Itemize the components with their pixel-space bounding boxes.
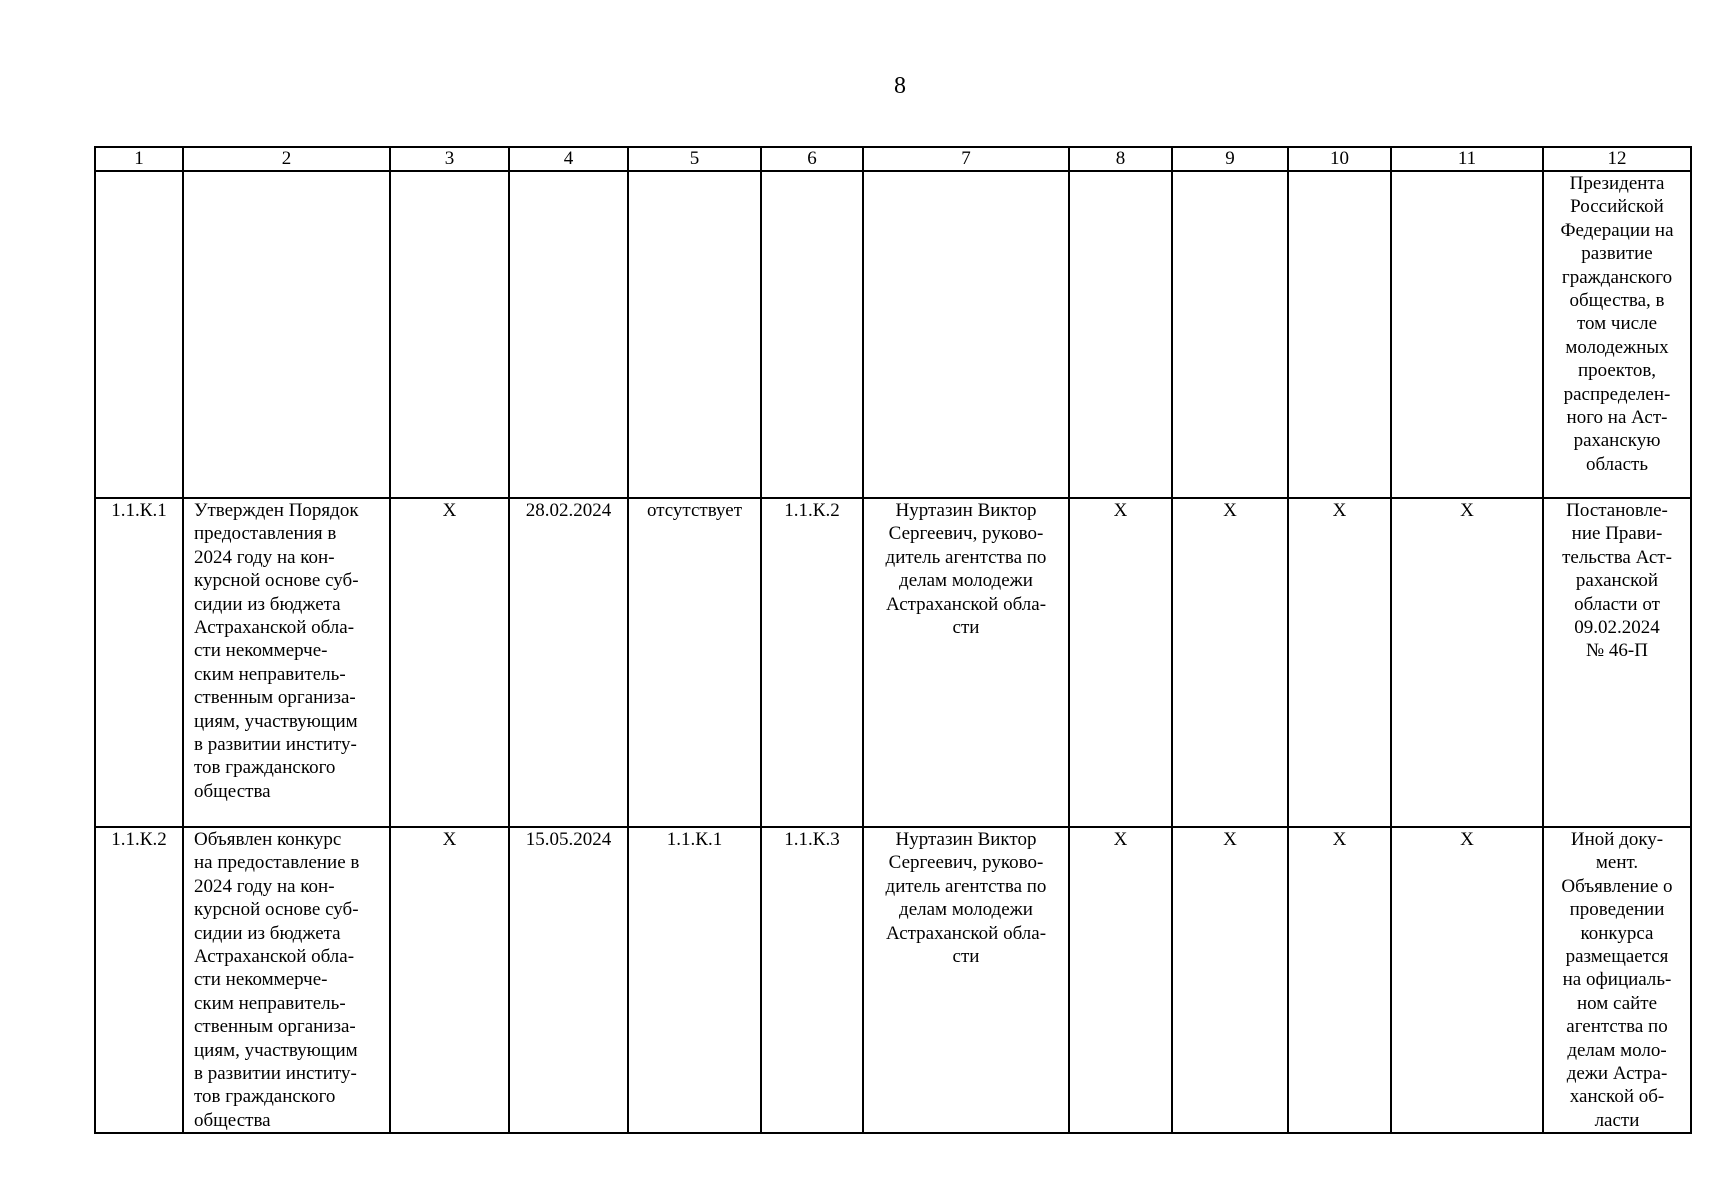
plan-table <box>94 146 1692 1134</box>
table-cell: 1.1.К.2 <box>95 827 183 1133</box>
table-row <box>95 498 1691 827</box>
table-cell: Объявлен конкурс на предоставление в 2024 году на кон- курсной основе суб- сидии из бюджета Астраханской обла- сти некоммерче- ским неправитель- ственным организа- циям, участвующим в развитии институ- тов гражданского общества <box>183 827 390 1133</box>
table-cell <box>95 171 183 498</box>
table-cell <box>183 171 390 498</box>
column-header-5: 5 <box>628 147 761 171</box>
column-header-2: 2 <box>183 147 390 171</box>
table-cell: 1.1.К.2 <box>761 498 863 827</box>
table-cell <box>509 171 628 498</box>
table-cell <box>1172 171 1288 498</box>
table-cell: Иной доку- мент. Объявление о проведении конкурса размещается на официаль- ном сайте агентства по делам моло- дежи Астра- ханской об- ласти <box>1543 827 1691 1133</box>
table-cell <box>628 171 761 498</box>
table-cell <box>761 171 863 498</box>
table-header-row <box>95 147 1691 171</box>
table-cell <box>863 171 1069 498</box>
table-cell <box>1288 171 1391 498</box>
column-header-11: 11 <box>1391 147 1543 171</box>
table-cell: 1.1.К.1 <box>95 498 183 827</box>
table-cell: X <box>1288 827 1391 1133</box>
column-header-7: 7 <box>863 147 1069 171</box>
table-cell: отсутствует <box>628 498 761 827</box>
column-header-4: 4 <box>509 147 628 171</box>
page-number: 8 <box>894 73 906 99</box>
table-cell: X <box>1391 498 1543 827</box>
table-cell: 1.1.К.1 <box>628 827 761 1133</box>
table-cell: X <box>1172 827 1288 1133</box>
table-cell: X <box>1069 827 1172 1133</box>
table-row <box>95 827 1691 1133</box>
table-cell: Нуртазин Виктор Сергеевич, руково- дитель агентства по делам молодежи Астраханской обла- сти <box>863 498 1069 827</box>
column-header-9: 9 <box>1172 147 1288 171</box>
table-cell: 15.05.2024 <box>509 827 628 1133</box>
table-cell: X <box>1172 498 1288 827</box>
table-cell <box>390 171 509 498</box>
table-cell: X <box>1069 498 1172 827</box>
table-cell <box>1391 171 1543 498</box>
table-cell: Президента Российской Федерации на развитие гражданского общества, в том числе молодежных проектов, распределен- ного на Аст- раханскую область <box>1543 171 1691 498</box>
table-cell: X <box>390 827 509 1133</box>
table-cell: X <box>1391 827 1543 1133</box>
table-cell: X <box>1288 498 1391 827</box>
column-header-1: 1 <box>95 147 183 171</box>
column-header-8: 8 <box>1069 147 1172 171</box>
table-cell <box>1069 171 1172 498</box>
table-cell: Утвержден Порядок предоставления в 2024 году на кон- курсной основе суб- сидии из бюджета Астраханской обла- сти некоммерче- ским неправитель- ственным организа- циям, участвующим в развитии институ- тов гражданского общества <box>183 498 390 827</box>
table-row-continuation <box>95 171 1691 498</box>
table-cell: X <box>390 498 509 827</box>
table-cell: Постановле- ние Прави- тельства Аст- раханской области от 09.02.2024 № 46-П <box>1543 498 1691 827</box>
table-cell: 1.1.К.3 <box>761 827 863 1133</box>
column-header-3: 3 <box>390 147 509 171</box>
table-cell: 28.02.2024 <box>509 498 628 827</box>
column-header-10: 10 <box>1288 147 1391 171</box>
column-header-6: 6 <box>761 147 863 171</box>
column-header-12: 12 <box>1543 147 1691 171</box>
table-cell: Нуртазин Виктор Сергеевич, руково- дитель агентства по делам молодежи Астраханской обла- сти <box>863 827 1069 1133</box>
